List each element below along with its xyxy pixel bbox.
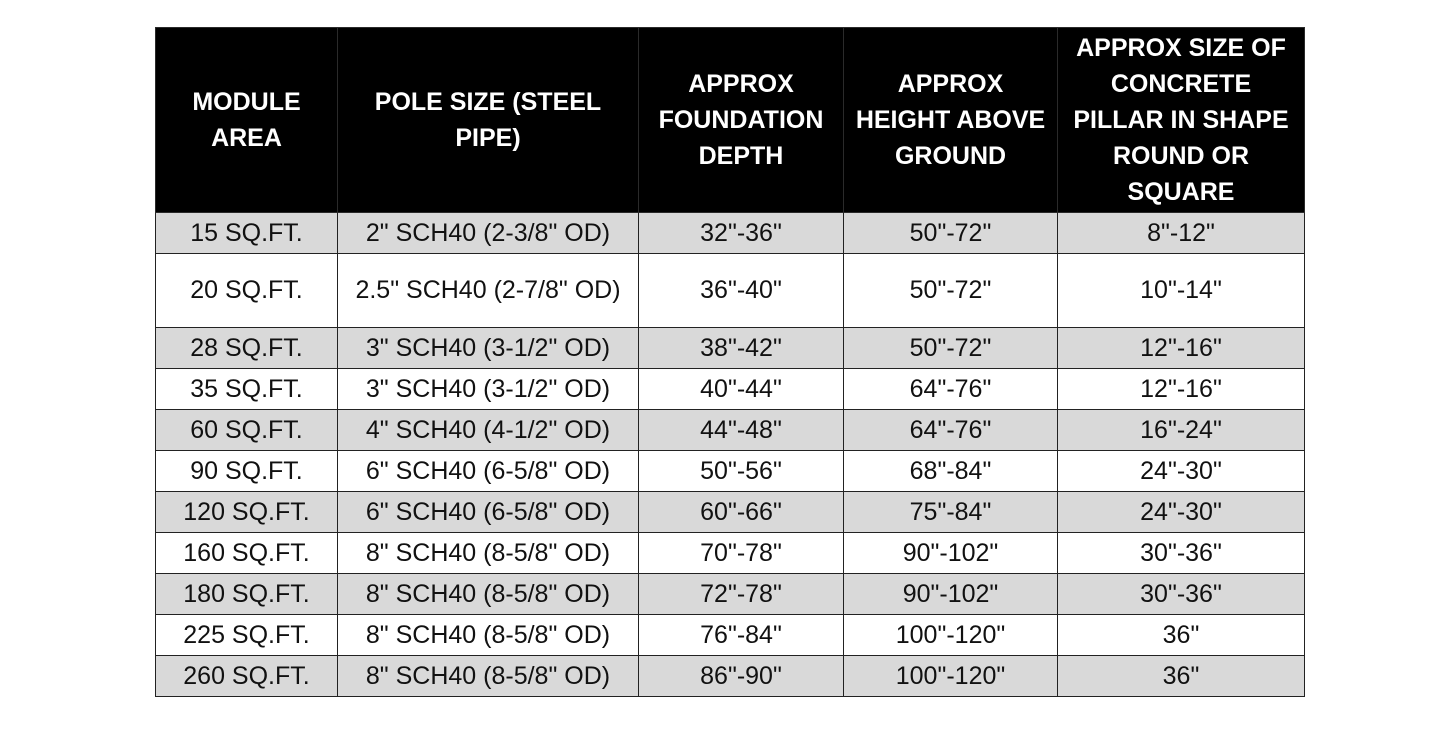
cell-foundation-depth: 32"-36"	[639, 213, 844, 254]
cell-foundation-depth: 36"-40"	[639, 254, 844, 328]
cell-pole-size: 3" SCH40 (3-1/2" OD)	[338, 328, 639, 369]
cell-module-area: 60 SQ.FT.	[156, 410, 338, 451]
header-module-area: MODULE AREA	[156, 28, 338, 213]
cell-height-above-ground: 100"-120"	[844, 656, 1058, 697]
cell-height-above-ground: 50"-72"	[844, 213, 1058, 254]
cell-module-area: 20 SQ.FT.	[156, 254, 338, 328]
cell-foundation-depth: 38"-42"	[639, 328, 844, 369]
cell-foundation-depth: 70"-78"	[639, 533, 844, 574]
cell-height-above-ground: 100"-120"	[844, 615, 1058, 656]
cell-pillar-size: 24"-30"	[1058, 451, 1305, 492]
table-row	[156, 656, 1305, 697]
cell-pole-size: 3" SCH40 (3-1/2" OD)	[338, 369, 639, 410]
cell-pole-size: 8" SCH40 (8-5/8" OD)	[338, 615, 639, 656]
cell-foundation-depth: 86"-90"	[639, 656, 844, 697]
table-row	[156, 254, 1305, 328]
cell-height-above-ground: 50"-72"	[844, 328, 1058, 369]
cell-pillar-size: 36"	[1058, 656, 1305, 697]
cell-pole-size: 4" SCH40 (4-1/2" OD)	[338, 410, 639, 451]
cell-pole-size: 8" SCH40 (8-5/8" OD)	[338, 574, 639, 615]
cell-foundation-depth: 40"-44"	[639, 369, 844, 410]
cell-pillar-size: 8"-12"	[1058, 213, 1305, 254]
table-row	[156, 213, 1305, 254]
cell-height-above-ground: 75"-84"	[844, 492, 1058, 533]
cell-pole-size: 2" SCH40 (2-3/8" OD)	[338, 213, 639, 254]
cell-pillar-size: 12"-16"	[1058, 369, 1305, 410]
cell-foundation-depth: 44"-48"	[639, 410, 844, 451]
cell-pillar-size: 30"-36"	[1058, 533, 1305, 574]
table-row	[156, 492, 1305, 533]
table-row	[156, 369, 1305, 410]
cell-module-area: 28 SQ.FT.	[156, 328, 338, 369]
pole-foundation-table	[155, 27, 1305, 697]
header-row	[156, 28, 1305, 213]
header-concrete-pillar-size: APPROX SIZE OF CONCRETE PILLAR IN SHAPE ROUND OR SQUARE	[1058, 28, 1305, 213]
cell-foundation-depth: 50"-56"	[639, 451, 844, 492]
cell-pillar-size: 12"-16"	[1058, 328, 1305, 369]
cell-pillar-size: 36"	[1058, 615, 1305, 656]
cell-height-above-ground: 50"-72"	[844, 254, 1058, 328]
cell-foundation-depth: 60"-66"	[639, 492, 844, 533]
cell-module-area: 180 SQ.FT.	[156, 574, 338, 615]
table-row	[156, 328, 1305, 369]
cell-pole-size: 6" SCH40 (6-5/8" OD)	[338, 451, 639, 492]
header-foundation-depth: APPROX FOUNDATION DEPTH	[639, 28, 844, 213]
cell-pole-size: 2.5" SCH40 (2-7/8" OD)	[338, 254, 639, 328]
cell-module-area: 35 SQ.FT.	[156, 369, 338, 410]
table-row	[156, 533, 1305, 574]
table-row	[156, 451, 1305, 492]
cell-pillar-size: 16"-24"	[1058, 410, 1305, 451]
cell-pillar-size: 30"-36"	[1058, 574, 1305, 615]
cell-height-above-ground: 64"-76"	[844, 369, 1058, 410]
table-row	[156, 574, 1305, 615]
cell-module-area: 120 SQ.FT.	[156, 492, 338, 533]
cell-module-area: 15 SQ.FT.	[156, 213, 338, 254]
cell-height-above-ground: 68"-84"	[844, 451, 1058, 492]
cell-pillar-size: 10"-14"	[1058, 254, 1305, 328]
cell-pole-size: 8" SCH40 (8-5/8" OD)	[338, 656, 639, 697]
header-pole-size: POLE SIZE (STEEL PIPE)	[338, 28, 639, 213]
cell-pillar-size: 24"-30"	[1058, 492, 1305, 533]
cell-module-area: 160 SQ.FT.	[156, 533, 338, 574]
cell-height-above-ground: 64"-76"	[844, 410, 1058, 451]
cell-module-area: 225 SQ.FT.	[156, 615, 338, 656]
header-height-above-ground: APPROX HEIGHT ABOVE GROUND	[844, 28, 1058, 213]
cell-pole-size: 8" SCH40 (8-5/8" OD)	[338, 533, 639, 574]
table-row	[156, 410, 1305, 451]
cell-foundation-depth: 72"-78"	[639, 574, 844, 615]
cell-foundation-depth: 76"-84"	[639, 615, 844, 656]
table-row	[156, 615, 1305, 656]
cell-module-area: 90 SQ.FT.	[156, 451, 338, 492]
cell-module-area: 260 SQ.FT.	[156, 656, 338, 697]
cell-pole-size: 6" SCH40 (6-5/8" OD)	[338, 492, 639, 533]
cell-height-above-ground: 90"-102"	[844, 574, 1058, 615]
cell-height-above-ground: 90"-102"	[844, 533, 1058, 574]
